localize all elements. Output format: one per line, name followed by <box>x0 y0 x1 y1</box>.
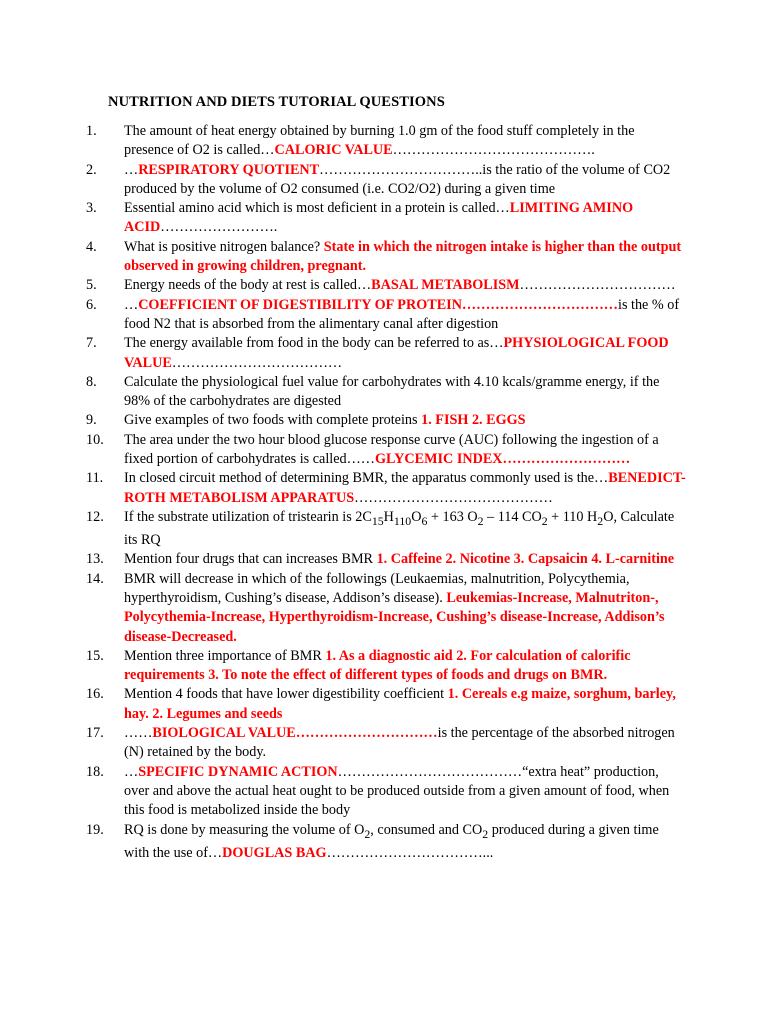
question-text: + 110 H <box>547 508 598 525</box>
answer-text: CALORIC VALUE <box>274 142 393 159</box>
answer-text: 1. As a diagnostic aid 2. For calculation of calorific requirements 3. To note the effect of different types of foods and drugs on BMR. <box>124 647 631 684</box>
question-number: 17. <box>86 725 104 742</box>
question-item <box>86 334 686 373</box>
question-text: …………………………………“extra heat” production, over and above the actual heat ought to be produced outside from a given amount of food, when this food is metabolized inside the body <box>124 763 670 819</box>
question-item <box>86 199 686 238</box>
question-item <box>86 373 686 412</box>
question-number: 9. <box>86 412 97 429</box>
question-text: produced during a given time with the use of… <box>124 821 659 861</box>
subscript-text: 2 <box>597 513 604 528</box>
answer-text: BIOLOGICAL VALUE………………………… <box>152 725 438 742</box>
subscript-text: 15 <box>371 513 384 528</box>
question-text: Mention four drugs that can increases BMR <box>124 551 377 568</box>
question-item <box>86 431 686 470</box>
question-text: In closed circuit method of determining BMR, the apparatus commonly used is the… <box>124 470 609 487</box>
subscript-text: 2 <box>477 513 484 528</box>
answer-text: LIMITING AMINO ACID <box>124 200 634 236</box>
question-item <box>86 469 686 508</box>
answer-text: 1. Caffeine 2. Nicotine 3. Capsaicin 4. L-carnitine <box>376 551 675 568</box>
question-text: Mention three importance of BMR <box>124 647 326 664</box>
answer-text: RESPIRATORY QUOTIENT <box>138 161 320 178</box>
question-text: …………………………………… <box>354 489 553 506</box>
question-item <box>86 724 686 763</box>
answer-text: COEFFICIENT OF DIGESTIBILITY OF PROTEIN…………………………… <box>138 296 618 313</box>
subscript-text: 2 <box>482 826 489 841</box>
question-number: 4. <box>86 238 97 255</box>
question-list <box>86 122 686 863</box>
question-text: …………………………… <box>519 277 676 294</box>
question-text: O, Calculate its RQ <box>124 508 675 549</box>
subscript-text: 6 <box>421 513 428 528</box>
question-text: – 114 CO <box>483 508 542 525</box>
question-number: 14. <box>86 570 104 587</box>
question-text: + 163 O <box>427 508 478 525</box>
question-text: Mention 4 foods that have lower digestibility coefficient <box>124 686 448 703</box>
answer-text: State in which the nitrogen intake is higher than the output observed in growing children, pregnant. <box>124 238 682 275</box>
question-text: The area under the two hour blood glucose response curve (AUC) following the ingestion of a fixed portion of carbohydrates is called…… <box>124 431 659 468</box>
question-text: Calculate the physiological fuel value for carbohydrates with 4.10 kcals/gramme energy, if the 98% of the carbohydrates are digested <box>124 373 660 410</box>
answer-text: GLYCEMIC INDEX……………………… <box>374 451 631 468</box>
question-number: 15. <box>86 647 104 664</box>
question-text: Give examples of two foods with complete proteins <box>124 412 422 429</box>
question-text: ……………………………… <box>171 354 343 371</box>
question-number: 10. <box>86 431 104 448</box>
question-item <box>86 122 686 161</box>
question-text: What is positive nitrogen balance? <box>124 238 324 255</box>
question-item <box>86 570 686 647</box>
question-text: ……………………. <box>160 219 278 236</box>
question-item <box>86 161 686 200</box>
answer-text: PHYSIOLOGICAL FOOD VALUE <box>124 335 669 371</box>
question-text: RQ is done by measuring the volume of O <box>124 821 365 838</box>
question-item <box>86 508 686 550</box>
question-number: 19. <box>86 821 104 838</box>
question-number: 13. <box>86 551 104 568</box>
question-text: … <box>124 161 139 178</box>
question-number: 1. <box>86 123 97 139</box>
question-text: … <box>124 296 139 313</box>
question-text: The amount of heat energy obtained by burning 1.0 gm of the food stuff completely in the presence of O2 is called… <box>124 123 635 159</box>
question-number: 11. <box>86 470 104 487</box>
question-item <box>86 763 686 821</box>
answer-text: SPECIFIC DYNAMIC ACTION <box>138 763 338 780</box>
subscript-text: 2 <box>364 826 371 841</box>
question-number: 8. <box>86 373 97 390</box>
question-text: Essential amino acid which is most deficient in a protein is called… <box>124 200 510 217</box>
answer-text: 1. Cereals e.g maize, sorghum, barley, hay. 2. Legumes and seeds <box>124 686 676 722</box>
question-text: ……………………………... <box>326 844 494 861</box>
question-item <box>86 276 686 295</box>
question-number: 3. <box>86 200 97 217</box>
question-item <box>86 238 686 277</box>
question-item <box>86 296 686 335</box>
question-text: ……………………………………. <box>392 142 595 159</box>
question-item <box>86 647 686 686</box>
question-number: 6. <box>86 296 97 313</box>
question-text: is the % of food N2 that is absorbed from the alimentary canal after digestion <box>124 296 680 332</box>
question-text: is the percentage of the absorbed nitrogen (N) retained by the body. <box>124 725 675 761</box>
page-title: NUTRITION AND DIETS TUTORIAL QUESTIONS <box>108 94 445 110</box>
answer-text: DOUGLAS BAG <box>222 844 327 861</box>
question-number: 2. <box>86 161 97 178</box>
question-text: ……………………………..is the ratio of the volume of CO2 produced by the volume of O2 consumed (i.e. CO2/O2) during a given time <box>124 161 671 197</box>
question-number: 5. <box>86 277 97 294</box>
question-text: BMR will decrease in which of the followings (Leukaemias, malnutrition, Polycythemia, hyperthyroidism, Cushing’s disease, Addison’s disease). <box>124 570 630 606</box>
question-item <box>86 685 686 724</box>
question-item <box>86 550 686 569</box>
question-text: …… <box>124 725 153 742</box>
answer-text: 1. FISH 2. EGGS <box>421 412 526 429</box>
question-number: 12. <box>86 508 104 525</box>
answer-text: BASAL METABOLISM <box>371 277 520 294</box>
subscript-text: 2 <box>541 513 548 528</box>
question-text: The energy available from food in the body can be referred to as… <box>124 335 504 352</box>
question-number: 16. <box>86 686 104 703</box>
question-text: O <box>411 508 422 525</box>
question-number: 18. <box>86 763 104 780</box>
question-number: 7. <box>86 335 97 352</box>
question-item <box>86 821 686 863</box>
question-text: Energy needs of the body at rest is called… <box>124 277 372 294</box>
subscript-text: 110 <box>393 513 412 528</box>
answer-text: BENEDICT-ROTH METABOLISM APPARATUS <box>124 470 686 506</box>
question-item <box>86 411 686 430</box>
question-text: If the substrate utilization of tristearin is 2C <box>124 508 372 525</box>
question-text: H <box>383 508 394 525</box>
question-text: , consumed and CO <box>370 821 483 838</box>
question-text: … <box>124 763 139 780</box>
answer-text: Leukemias-Increase, Malnutriton-, Polycythemia-Increase, Hyperthyroidism-Increase, Cushing’s disease-Increase, Addison’s disease-Decreased. <box>124 589 665 645</box>
